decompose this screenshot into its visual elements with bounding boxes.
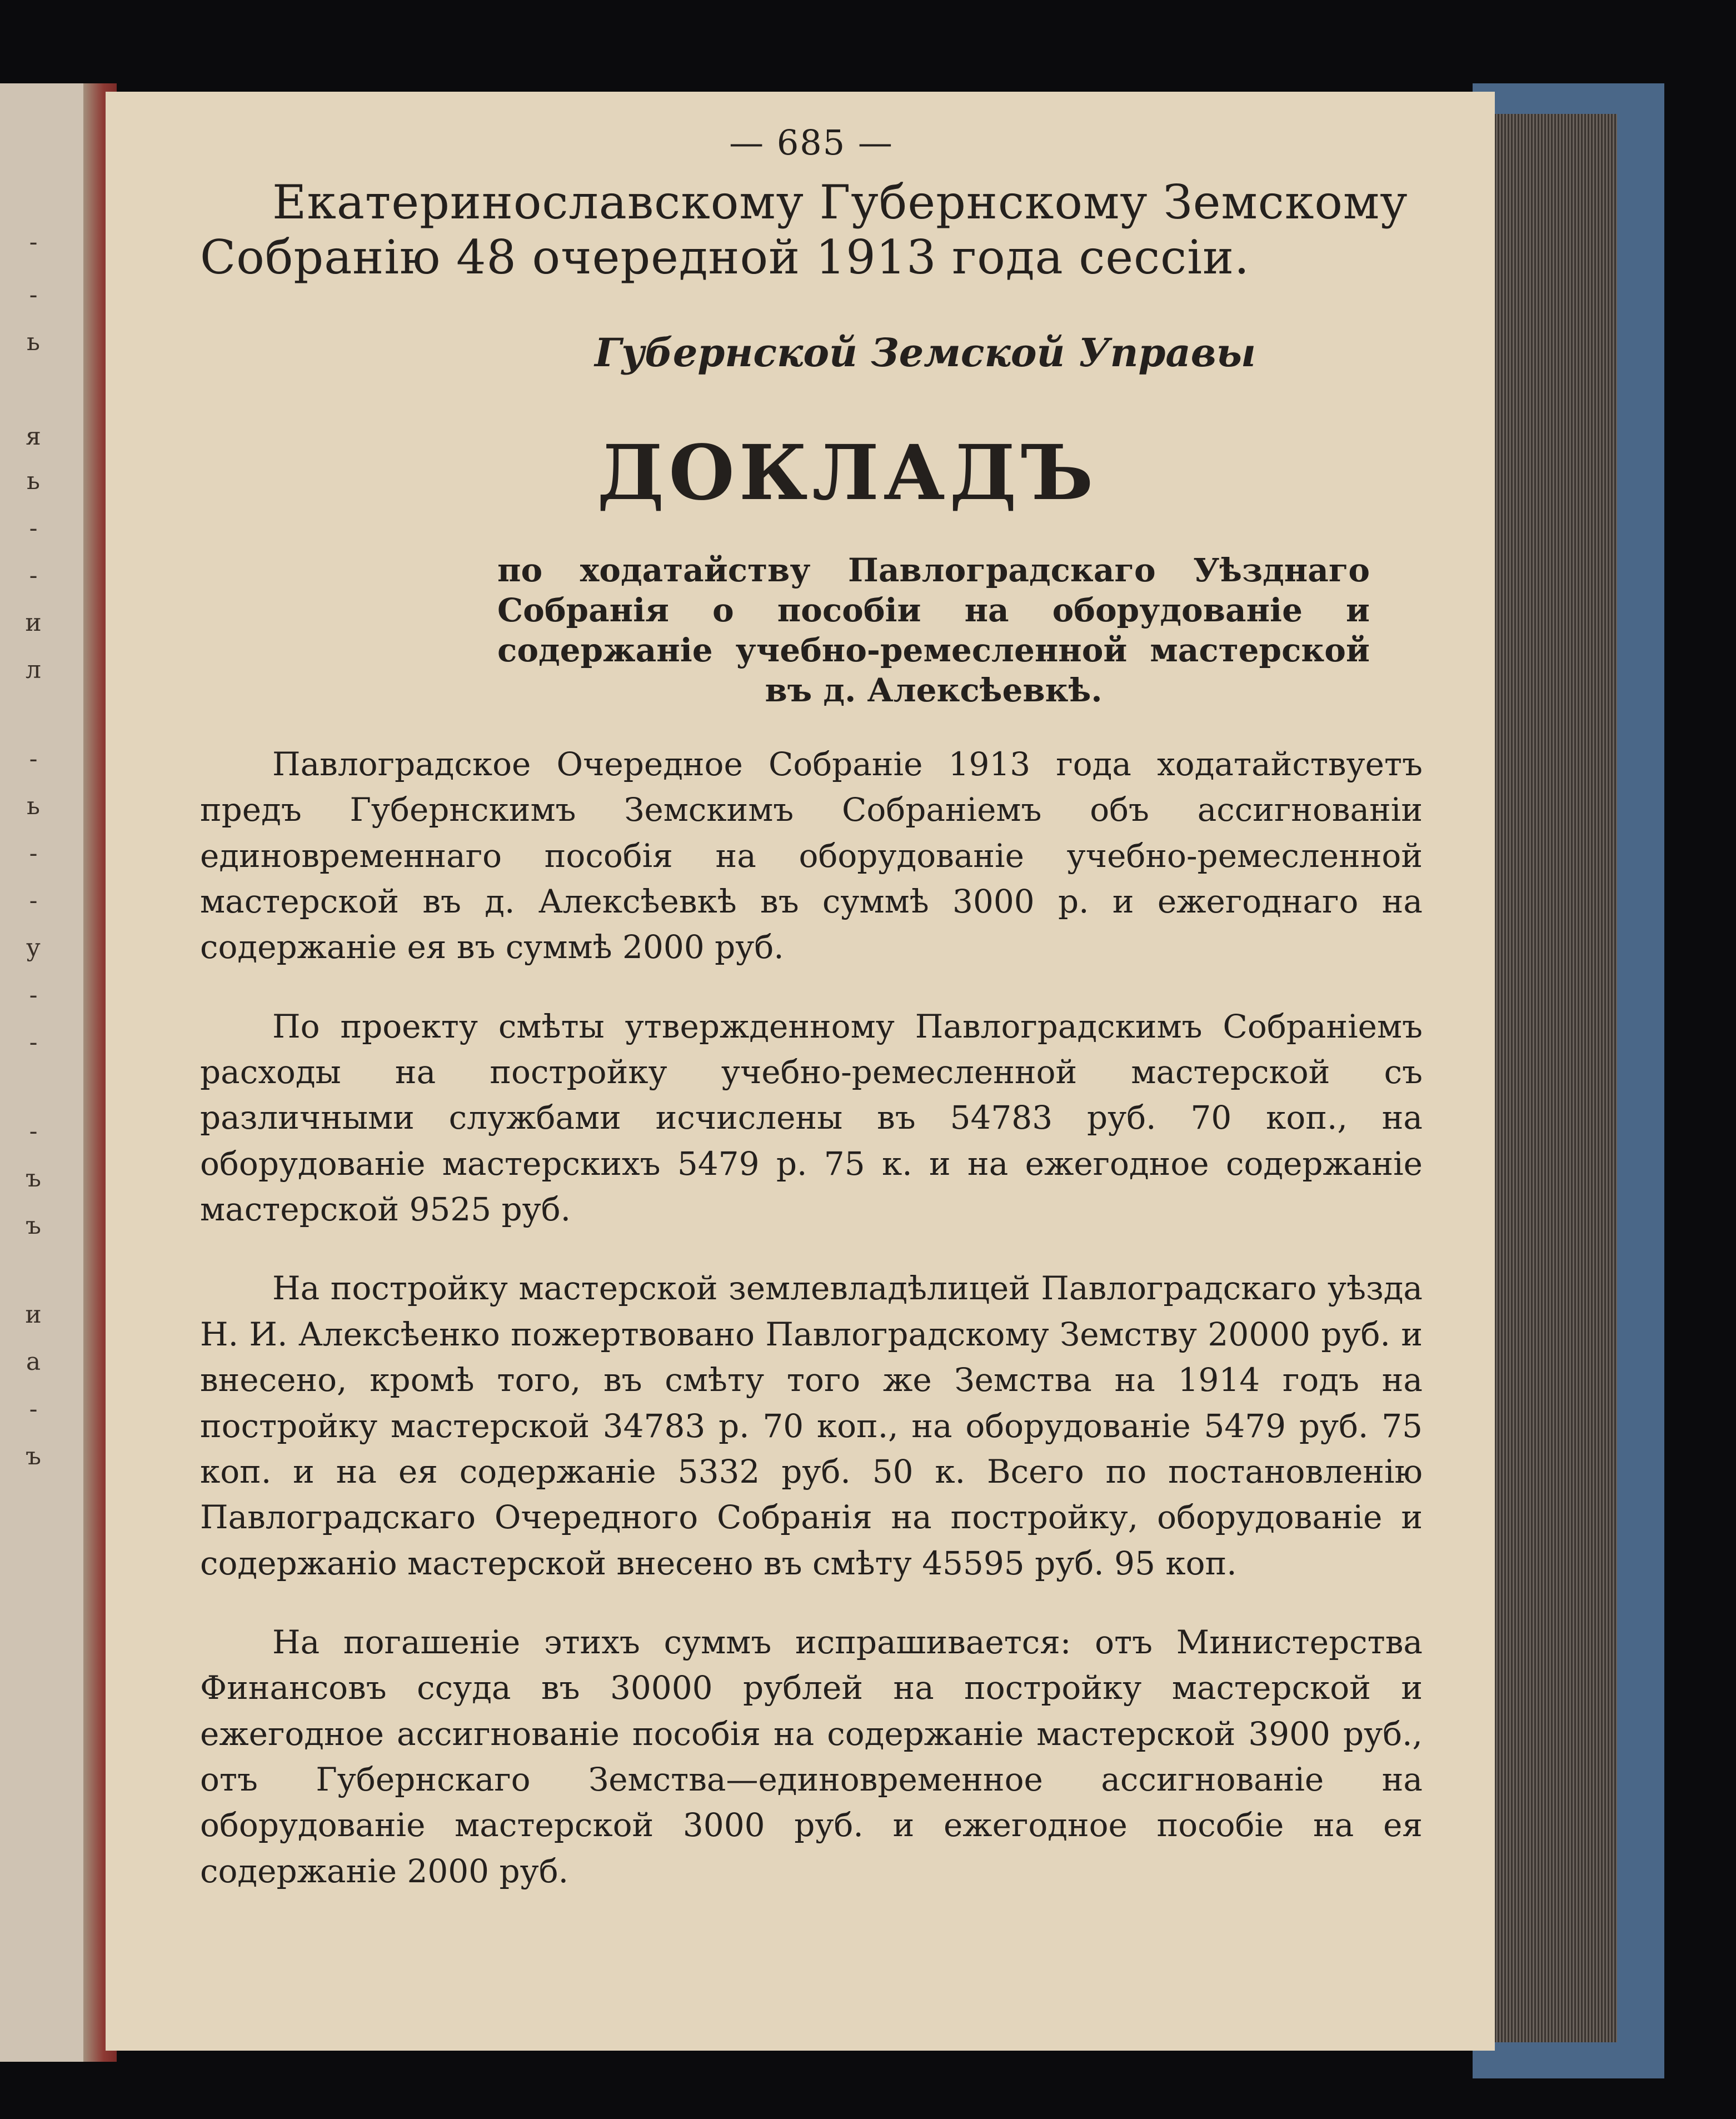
paragraph: Павлоградское Очередное Собраніе 1913 года ходатайствуетъ предъ Губернскимъ Земскимъ Собраніемъ объ ассигнованіи единовременнаго пособія на оборудованіе учебно-ремесленной мастерской въ д. Алексѣевкѣ въ суммѣ 3000 р. и ежегоднаго на содержаніе ея въ суммѣ 2000 руб.: [200, 745, 1423, 966]
fragment: ь: [27, 467, 40, 495]
fragment: ъ: [26, 1164, 41, 1193]
fragment: -: [29, 1117, 38, 1145]
page-edges: [1489, 114, 1617, 2042]
fragment: и: [25, 1300, 42, 1329]
address-line-2: Собранію 48 очередной 1913 года сессіи.: [200, 230, 1250, 285]
fragment: у: [26, 934, 41, 962]
page-content: [200, 122, 1423, 1894]
fragment: -: [29, 281, 38, 309]
document-page: [106, 92, 1495, 2051]
left-page-text-fragments: [0, 83, 67, 2062]
paragraph: По проекту смѣты утвержденному Павлоградскимъ Собраніемъ расходы на постройку учебно-ремесленной мастерской съ различными службами исчислены въ 54783 руб. 70 коп., на оборудованіе мастерскихъ 5479 р. 75 к. и на ежегодное содержаніе мастерской 9525 руб.: [200, 1007, 1423, 1229]
fragment: -: [29, 1028, 38, 1056]
report-heading: ДОКЛАДЪ: [597, 428, 1098, 518]
fragment: ь: [27, 328, 40, 356]
fragment: -: [29, 745, 38, 773]
report-topic: по ходатайству Павлоградскаго Уѣзднаго Собранія о пособіи на оборудованіе и содержаніе учебно-ремесленной мастерской въ д. Алексѣевкѣ.: [497, 551, 1370, 709]
page-number: — 685 —: [729, 122, 894, 163]
fragment: ь: [27, 792, 40, 820]
fragment: -: [29, 839, 38, 867]
paragraph: На погашеніе этихъ суммъ испрашивается: отъ Министерства Финансовъ ссуда въ 30000 рублей на постройку мастерской и ежегодное ассигнованіе пособія на содержаніе мастерской 3900 руб., отъ Губернскаго Земства—единовременное ассигнованіе на оборудованіе мастерской 3000 руб. и ежегодное пособіе на ея содержаніе 2000 руб.: [200, 1623, 1423, 1890]
address-title: [200, 175, 1423, 285]
from-line: Губернской Земской Управы: [595, 330, 1256, 376]
fragment: -: [29, 1395, 38, 1423]
fragment: и: [25, 609, 42, 637]
fragment: а: [26, 1348, 41, 1376]
fragment: -: [29, 886, 38, 915]
fragment: л: [26, 656, 41, 684]
fragment: ъ: [26, 1442, 41, 1470]
fragment: -: [29, 514, 38, 542]
paragraph: На постройку мастерской землевладѣлицей Павлоградскаго уѣзда Н. И. Алексѣенко пожертвовано Павлоградскому Земству 20000 руб. и внесено, кромѣ того, въ смѣту того же Земства на 1914 годъ на постройку мастерской 34783 р. 70 коп., на оборудованіе 5479 руб. 75 коп. и на ея содержаніе 5332 руб. 50 к. Всего по постановленію Павлоградскаго Очередного Собранія на постройку, оборудованіе и содержаніо мастерской внесено въ смѣту 45595 руб. 95 коп.: [200, 1269, 1423, 1582]
fragment: ъ: [26, 1211, 41, 1240]
address-line-1: Екатеринославскому Губернскому Земскому: [272, 175, 1408, 230]
fragment: -: [29, 561, 38, 590]
fragment: -: [29, 981, 38, 1009]
fragment: -: [29, 228, 38, 256]
fragment: я: [26, 422, 41, 451]
